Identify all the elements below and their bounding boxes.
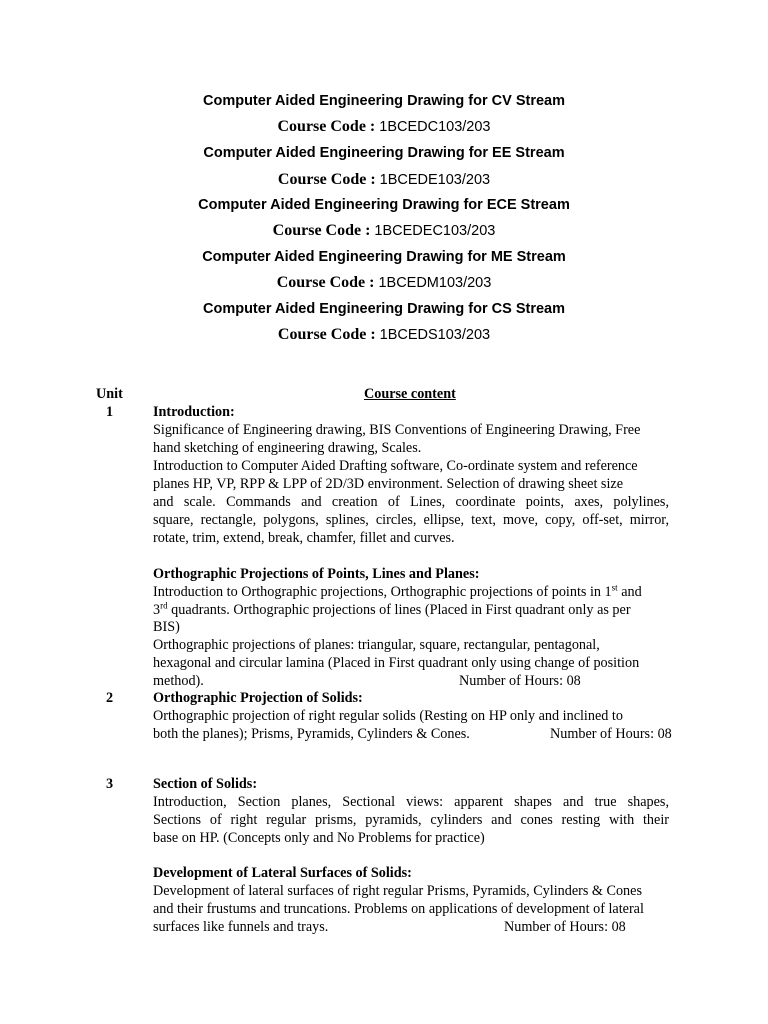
text-line: Orthographic projection of right regular solids (Resting on HP only and inclined to [153, 708, 623, 724]
course-code-label: Course Code [272, 222, 362, 239]
text-line: rotate, trim, extend, break, chamfer, fillet and curves. [153, 530, 455, 546]
column-header-unit: Unit [96, 386, 123, 402]
section-heading-development-lateral-surfaces: Development of Lateral Surfaces of Solids: [153, 865, 412, 881]
stream-title-cv: Computer Aided Engineering Drawing for CV Stream [202, 93, 565, 109]
text-line: method). [153, 673, 204, 689]
section-heading-section-of-solids: Section of Solids: [153, 776, 258, 792]
stream-title-me: Computer Aided Engineering Drawing for ME Stream [202, 249, 566, 265]
text-line: BIS) [153, 619, 180, 635]
text-line: surfaces like funnels and trays. [153, 919, 329, 935]
text-line: Development of lateral surfaces of right regular Prisms, Pyramids, Cylinders & Cones [153, 883, 642, 899]
course-code-cs: Course Code : 1BCEDS103/203 [277, 326, 491, 343]
unit-number: 2 [106, 690, 114, 706]
course-code-cv: Course Code : 1BCEDC103/203 [277, 118, 491, 135]
text-line: Introduction to Computer Aided Drafting software, Co-ordinate system and reference [153, 458, 638, 474]
text-line: 3rd quadrants. Orthographic projections of lines (Placed in First quadrant only as per [153, 600, 631, 618]
stream-title-ee: Computer Aided Engineering Drawing for EE Stream [203, 145, 565, 161]
text-line: both the planes); Prisms, Pyramids, Cylinders & Cones. [153, 726, 470, 742]
text-line: hexagonal and circular lamina (Placed in First quadrant only using change of position [153, 655, 640, 671]
text-line: Sections of right regular prisms, pyramids, cylinders and cones resting with their [153, 812, 669, 828]
text-line: planes HP, VP, RPP & LPP of 2D/3D environment. Selection of drawing sheet size [153, 476, 623, 492]
text-line: Significance of Engineering drawing, BIS Conventions of Engineering Drawing, Free [153, 422, 641, 438]
course-code-value: 1BCEDE103/203 [379, 172, 491, 188]
text-line: Introduction, Section planes, Sectional views: apparent shapes and true shapes, [153, 794, 669, 810]
course-code-label: Course Code [277, 171, 367, 188]
text-line: Introduction to Orthographic projections, Orthographic projections of points in 1st and [153, 582, 642, 600]
text-line: square, rectangle, polygons, splines, circles, ellipse, text, move, copy, off-set, mirror, [153, 512, 669, 528]
course-code-value: 1BCEDS103/203 [379, 327, 491, 343]
stream-title-cs: Computer Aided Engineering Drawing for CS Stream [202, 301, 565, 317]
course-code-me: Course Code : 1BCEDM103/203 [276, 274, 492, 291]
hours-label: Number of Hours: 08 [550, 726, 672, 742]
course-code-label: Course Code [276, 274, 366, 291]
section-heading-orthographic-solids: Orthographic Projection of Solids: [153, 690, 363, 706]
text-line: base on HP. (Concepts only and No Problems for practice) [153, 830, 485, 846]
column-header-course-content: Course content [364, 386, 456, 402]
course-code-value: 1BCEDM103/203 [378, 275, 492, 291]
stream-title-ece: Computer Aided Engineering Drawing for ECE Stream [198, 197, 570, 213]
course-code-ece: Course Code : 1BCEDEC103/203 [272, 222, 496, 239]
section-heading-orthographic-projections: Orthographic Projections of Points, Lines and Planes: [153, 566, 480, 582]
text-line: and scale. Commands and creation of Lines, coordinate points, axes, polylines, [153, 494, 669, 510]
unit-number: 3 [106, 776, 114, 792]
course-code-value: 1BCEDC103/203 [379, 119, 491, 135]
text-line: and their frustums and truncations. Problems on applications of development of lateral [153, 901, 644, 917]
course-code-ee: Course Code : 1BCEDE103/203 [277, 171, 491, 188]
unit-number: 1 [106, 404, 114, 420]
hours-label: Number of Hours: 08 [504, 919, 626, 935]
course-code-label: Course Code [277, 118, 366, 135]
section-heading-introduction: Introduction: [153, 404, 235, 420]
course-code-value: 1BCEDEC103/203 [374, 223, 496, 239]
text-line: hand sketching of engineering drawing, Scales. [153, 440, 422, 456]
text-line: Orthographic projections of planes: triangular, square, rectangular, pentagonal, [153, 637, 600, 653]
course-code-label: Course Code [277, 326, 367, 343]
hours-label: Number of Hours: 08 [459, 673, 581, 689]
